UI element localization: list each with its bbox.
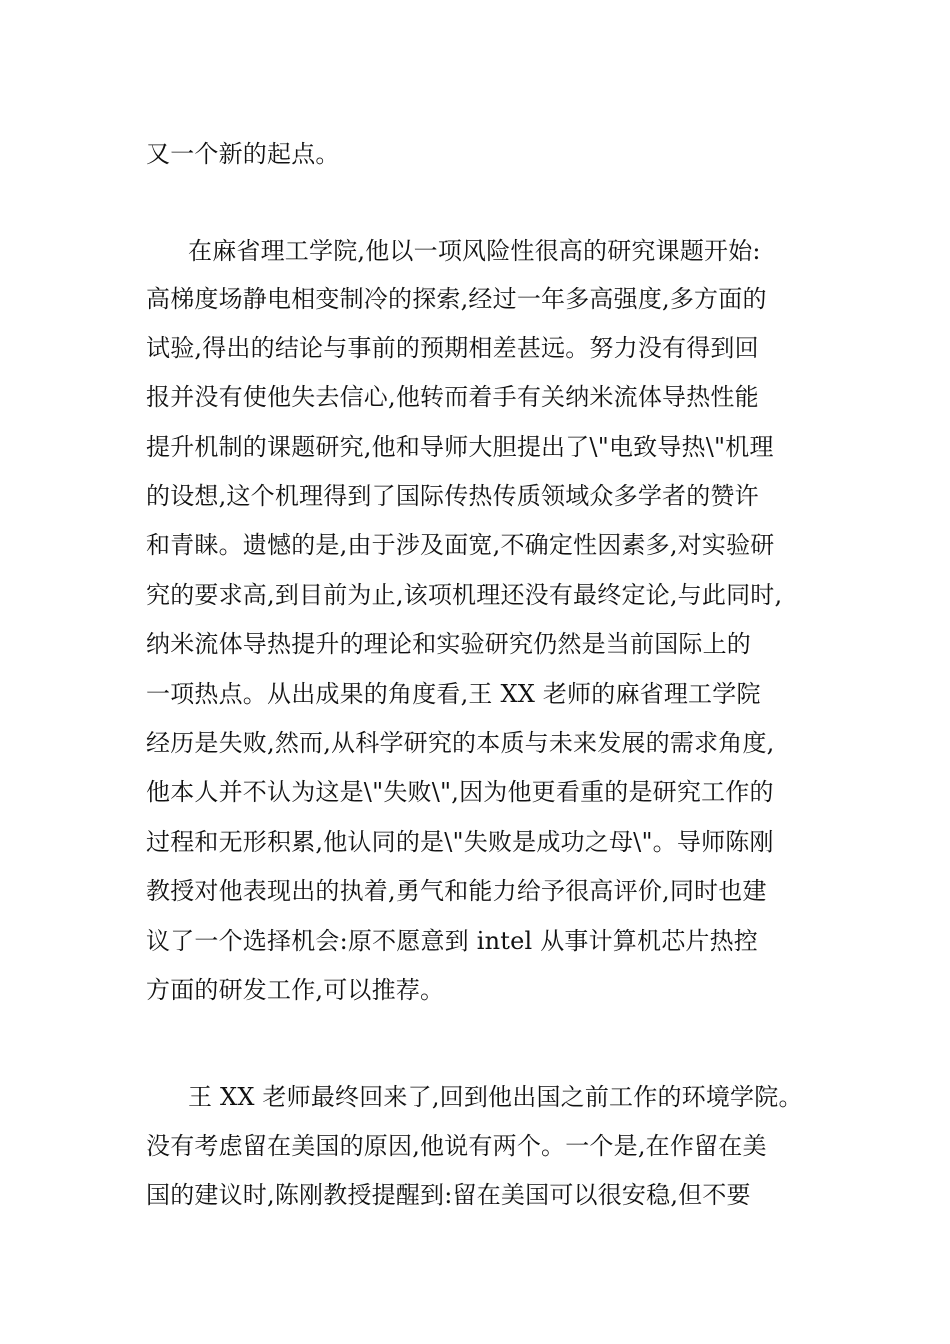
paragraph-2-line-7: 和青睐。遗憾的是,由于涉及面宽,不确定性因素多,对实验研	[146, 531, 775, 559]
paragraph-2-line-6: 的设想,这个机理得到了国际传热传质领域众多学者的赞许	[146, 482, 759, 510]
paragraph-2-line-4: 报并没有使他失去信心,他转而着手有关纳米流体导热性能	[146, 383, 759, 411]
paragraph-2-line-16: 方面的研发工作,可以推荐。	[146, 976, 445, 1004]
paragraph-2-line-8: 究的要求高,到目前为止,该项机理还没有最终定论,与此同时,	[146, 581, 783, 609]
paragraph-3-line-1: 王 XX 老师最终回来了,回到他出国之前工作的环境学院。	[188, 1083, 803, 1111]
paragraph-2-line-10: 一项热点。从出成果的角度看,王 XX 老师的麻省理工学院	[146, 680, 761, 708]
paragraph-2-line-13: 过程和无形积累,他认同的是\"失败是成功之母\"。导师陈刚	[146, 828, 774, 856]
paragraph-1-line-1: 又一个新的起点。	[146, 140, 340, 168]
paragraph-2-line-12: 他本人并不认为这是\"失败\",因为他更看重的是研究工作的	[146, 778, 774, 806]
paragraph-2-line-15: 议了一个选择机会:原不愿意到 intel 从事计算机芯片热控	[146, 927, 758, 955]
paragraph-3-line-3: 国的建议时,陈刚教授提醒到:留在美国可以很安稳,但不要	[146, 1181, 751, 1209]
paragraph-2-line-1: 在麻省理工学院,他以一项风险性很高的研究课题开始:	[188, 237, 761, 265]
paragraph-2-line-2: 高梯度场静电相变制冷的探索,经过一年多高强度,多方面的	[146, 285, 767, 313]
paragraph-3-line-2: 没有考虑留在美国的原因,他说有两个。一个是,在作留在美	[146, 1132, 767, 1160]
paragraph-2-line-3: 试验,得出的结论与事前的预期相差甚远。努力没有得到回	[146, 334, 759, 362]
paragraph-2-line-14: 教授对他表现出的执着,勇气和能力给予很高评价,同时也建	[146, 877, 767, 905]
paragraph-2-line-9: 纳米流体导热提升的理论和实验研究仍然是当前国际上的	[146, 630, 751, 658]
paragraph-2-line-11: 经历是失败,然而,从科学研究的本质与未来发展的需求角度,	[146, 729, 775, 757]
paragraph-2-line-5: 提升机制的课题研究,他和导师大胆提出了\"电致导热\"机理	[146, 433, 774, 461]
